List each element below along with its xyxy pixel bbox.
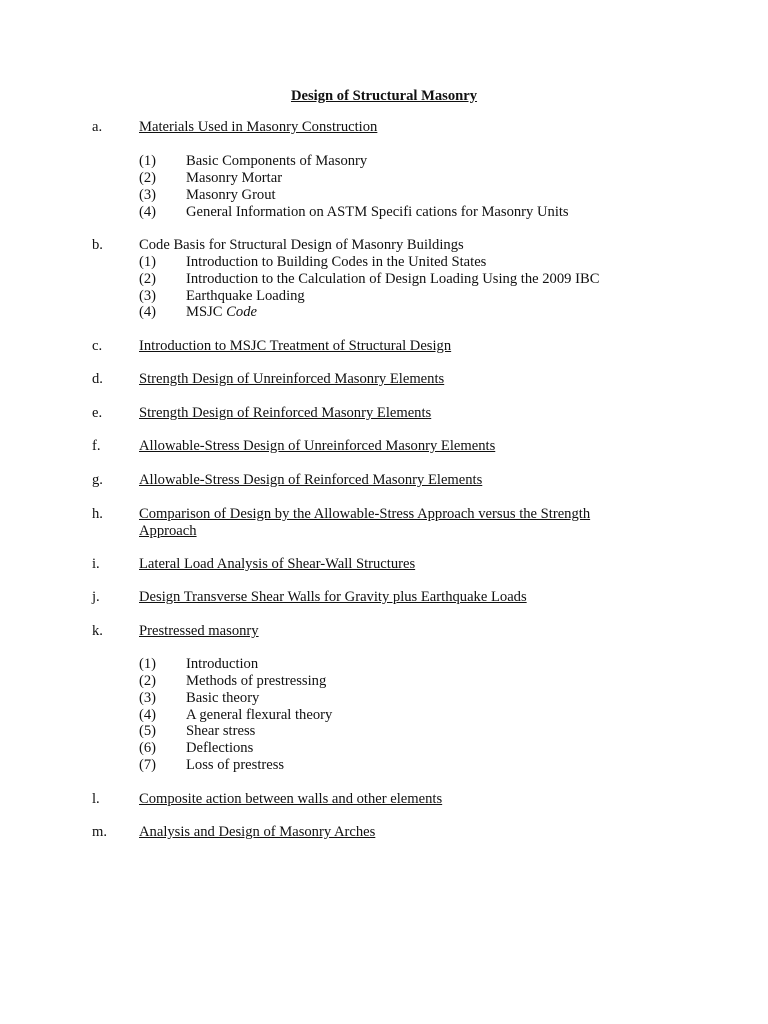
section-letter: l. xyxy=(92,791,100,807)
item-text-italic: Code xyxy=(226,304,257,320)
item-number: (4) xyxy=(139,204,157,220)
section-title: Code Basis for Structural Design of Masonry Buildings xyxy=(139,237,464,253)
section-letter: c. xyxy=(92,338,103,354)
section-title: Allowable-Stress Design of Reinforced Masonry Elements xyxy=(139,472,483,488)
item-text: Earthquake Loading xyxy=(186,288,305,304)
item-number: (3) xyxy=(139,288,157,304)
section-letter: k. xyxy=(92,623,103,639)
section-letter: d. xyxy=(92,371,103,387)
item-number: (4) xyxy=(139,707,157,723)
section-letter: a. xyxy=(92,119,103,135)
item-number: (1) xyxy=(139,656,157,672)
section-letter: b. xyxy=(92,237,103,253)
section-letter: f. xyxy=(92,438,101,454)
section-title: Strength Design of Unreinforced Masonry Elements xyxy=(139,371,445,387)
section-letter: h. xyxy=(92,506,103,522)
item-text: Introduction xyxy=(186,656,259,672)
section-letter: j. xyxy=(92,589,100,605)
section-title: Allowable-Stress Design of Unreinforced Masonry Elements xyxy=(139,438,496,454)
section-title: Materials Used in Masonry Construction xyxy=(139,119,378,135)
document-title: Design of Structural Masonry xyxy=(290,88,478,104)
item-text: Basic Components of Masonry xyxy=(186,153,368,169)
item-number: (1) xyxy=(139,254,157,270)
section-letter: e. xyxy=(92,405,103,421)
item-text: A general flexural theory xyxy=(186,707,333,723)
item-number: (3) xyxy=(139,187,157,203)
section-title: Design Transverse Shear Walls for Gravity plus Earthquake Loads xyxy=(139,589,527,605)
item-number: (4) xyxy=(139,304,157,320)
section-letter: i. xyxy=(92,556,100,572)
item-number: (6) xyxy=(139,740,157,756)
item-text: Deflections xyxy=(186,740,254,756)
section-title-line1: Comparison of Design by the Allowable-Stress Approach versus the Strength xyxy=(139,506,591,522)
item-number: (2) xyxy=(139,673,157,689)
item-text: Basic theory xyxy=(186,690,260,706)
section-title: Introduction to MSJC Treatment of Structural Design xyxy=(139,338,452,354)
section-title: Strength Design of Reinforced Masonry Elements xyxy=(139,405,432,421)
item-text: Introduction to Building Codes in the United States xyxy=(186,254,487,270)
item-number: (1) xyxy=(139,153,157,169)
item-text: Introduction to the Calculation of Design Loading Using the 2009 IBC xyxy=(186,271,600,287)
item-number: (2) xyxy=(139,271,157,287)
section-title: Composite action between walls and other elements xyxy=(139,791,443,807)
item-number: (7) xyxy=(139,757,157,773)
item-number: (5) xyxy=(139,723,157,739)
section-title: Lateral Load Analysis of Shear-Wall Structures xyxy=(139,556,416,572)
item-text xyxy=(186,304,257,321)
item-text: Shear stress xyxy=(186,723,256,739)
item-text: Loss of prestress xyxy=(186,757,285,773)
item-text: General Information on ASTM Specifi cations for Masonry Units xyxy=(186,204,569,220)
section-title: Analysis and Design of Masonry Arches xyxy=(139,824,376,840)
section-title-line2: Approach xyxy=(139,523,197,539)
item-number: (3) xyxy=(139,690,157,706)
section-title: Prestressed masonry xyxy=(139,623,259,639)
item-number: (2) xyxy=(139,170,157,186)
item-text: Masonry Grout xyxy=(186,187,276,203)
section-letter: m. xyxy=(92,824,107,840)
section-letter: g. xyxy=(92,472,103,488)
item-text: Masonry Mortar xyxy=(186,170,283,186)
item-text: Methods of prestressing xyxy=(186,673,327,689)
item-text-plain: MSJC xyxy=(186,304,223,320)
